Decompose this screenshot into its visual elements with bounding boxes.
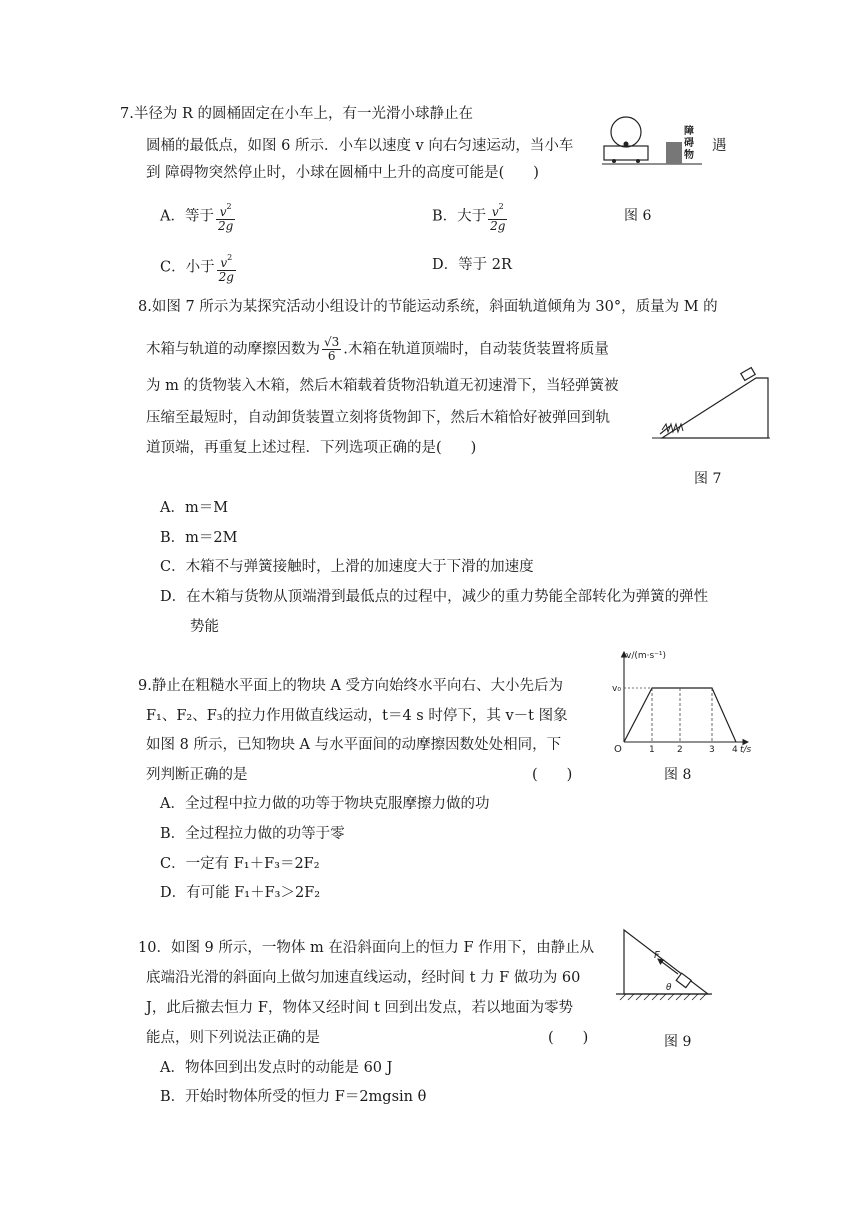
- y-axis-label: v/(m·s⁻¹): [626, 651, 667, 661]
- obstacle-label-3: 物: [684, 150, 694, 161]
- frac-num: v: [491, 205, 499, 219]
- frac-exp: 2: [498, 202, 504, 211]
- frac-den: 2g: [218, 270, 234, 284]
- wooden-box: [741, 368, 755, 381]
- q9-option-b: B．全过程拉力做的功等于零: [160, 826, 345, 842]
- x-tick-3: 3: [709, 745, 715, 755]
- frac-den: 6: [327, 349, 336, 363]
- obstacle-label-2: 碍: [684, 138, 694, 149]
- q10-option-a: A．物体回到出发点时的动能是 60 J: [160, 1060, 393, 1076]
- frac-exp: 2: [226, 202, 232, 211]
- q9-option-d: D．有可能 F₁＋F₃＞2F₂: [160, 885, 321, 901]
- figure-6-diagram: [602, 112, 712, 172]
- x-axis-label: t/s: [740, 745, 752, 755]
- q7-option-c: [160, 251, 238, 284]
- q8-friction-fraction: [322, 336, 341, 363]
- q7-line1: 7.半径为 R 的圆桶固定在小车上，有一光滑小球静止在: [120, 106, 473, 122]
- q9-option-c: C．一定有 F₁＋F₃＝2F₂: [160, 856, 320, 872]
- force-arrow: [658, 959, 678, 974]
- q7-option-a-fraction: [216, 200, 235, 233]
- q8-option-d-line1: D．在木箱与货物从顶端滑到最低点的过程中，减少的重力势能全部转化为弹簧的弹性: [160, 589, 709, 605]
- figure-6-caption: 图 6: [624, 208, 652, 224]
- q7-line2-tail: 遇: [712, 138, 727, 154]
- q9-line3: 如图 8 所示，已知物块 A 与水平面间的动摩擦因数处处相同，下: [146, 737, 562, 753]
- force-label: F: [654, 950, 660, 961]
- figure-8-caption: 图 8: [664, 767, 692, 783]
- figure-7-diagram: [652, 364, 772, 444]
- incline: [662, 378, 768, 438]
- q10-line1: 10．如图 9 所示，一物体 m 在沿斜面向上的恒力 F 作用下，由静止从: [138, 940, 595, 956]
- frac-num: v: [220, 256, 228, 270]
- q8-option-d-line2: 势能: [190, 619, 219, 635]
- figure-9-caption: 图 9: [664, 1034, 692, 1050]
- obstacle-label-1: 障: [684, 126, 694, 137]
- q7-option-a: [160, 200, 237, 233]
- q10-option-b: B．开始时物体所受的恒力 F＝2mgsin θ: [160, 1089, 427, 1105]
- frac-num: √3: [324, 335, 340, 349]
- q7-line3: 到 障碍物突然停止时，小球在圆桶中上升的高度可能是( ): [146, 165, 539, 181]
- q10-line4: 能点，则下列说法正确的是: [146, 1030, 320, 1046]
- q8-option-b: B．m＝2M: [160, 530, 238, 546]
- q8-line5: 道顶端，再重复上述过程．下列选项正确的是( ): [146, 440, 477, 456]
- ground-hatch: [620, 994, 706, 1000]
- cart-wheel-right: [636, 159, 640, 163]
- q10-line2: 底端沿光滑的斜面向上做匀加速直线运动，经时间 t 力 F 做功为 60: [146, 970, 581, 986]
- q7-option-d: D．等于 2R: [432, 257, 512, 273]
- figure-8-vt-graph: [612, 646, 762, 758]
- q9-line4: 列判断正确的是: [146, 767, 248, 783]
- q7-option-b-fraction: [488, 200, 507, 233]
- q8-line2-post: .木箱在轨道顶端时，自动装货装置将质量: [343, 341, 609, 358]
- q7-option-b: [432, 200, 509, 233]
- q8-line4: 压缩至最短时，自动卸货装置立刻将货物卸下，然后木箱恰好被弹回到轨: [146, 410, 610, 426]
- q8-option-a: A．m＝M: [160, 500, 229, 516]
- q8-line2-pre: 木箱与轨道的动摩擦因数为: [146, 341, 320, 358]
- figure-7-caption: 图 7: [694, 471, 722, 487]
- frac-num: v: [219, 205, 227, 219]
- q10-line3: J，此后撤去恒力 F，物体又经时间 t 回到出发点，若以地面为零势: [146, 1000, 574, 1016]
- cart-body: [604, 146, 648, 160]
- q7-line2: 圆桶的最低点，如图 6 所示．小车以速度 v 向右匀速运动，当小车: [146, 138, 574, 154]
- block: [676, 973, 691, 987]
- x-tick-1: 1: [649, 745, 655, 755]
- origin-label: O: [614, 744, 622, 755]
- q8-option-c: C．木箱不与弹簧接触时，上滑的加速度大于下滑的加速度: [160, 559, 534, 575]
- q7-option-a-prefix: A．等于: [160, 208, 214, 225]
- q8-line2: [146, 336, 609, 363]
- frac-den: 2g: [490, 219, 506, 233]
- q7-option-b-prefix: B．大于: [432, 208, 487, 225]
- q7-option-c-prefix: C．小于: [160, 259, 215, 276]
- frac-den: 2g: [217, 219, 234, 233]
- q9-option-a: A．全过程中拉力做的功等于物块克服摩擦力做的功: [160, 796, 490, 812]
- spring: [662, 424, 683, 432]
- q7-option-c-fraction: [217, 251, 236, 284]
- angle-label: θ: [666, 983, 672, 993]
- q9-line2: F₁、F₂、F₃的拉力作用做直线运动，t＝4 s 时停下，其 v－t 图象: [146, 708, 568, 724]
- x-tick-2: 2: [677, 745, 683, 755]
- q9-line4-paren: ( ): [532, 767, 573, 783]
- q9-line1: 9.静止在粗糙水平面上的物块 A 受方向始终水平向右、大小先后为: [138, 678, 564, 694]
- q8-line3: 为 m 的货物装入木箱，然后木箱载着货物沿轨道无初速滑下，当轻弹簧被: [146, 378, 619, 394]
- v0-label: v₀: [612, 684, 621, 694]
- obstacle-block: [666, 142, 682, 164]
- cart-wheel-left: [612, 159, 616, 163]
- q10-line4-paren: ( ): [548, 1030, 589, 1046]
- figure-9-diagram: [616, 924, 716, 1004]
- q8-line1: 8.如图 7 所示为某探究活动小组设计的节能运动系统，斜面轨道倾角为 30°，质量为 M 的: [138, 299, 718, 315]
- x-tick-4: 4: [732, 745, 738, 755]
- frac-exp: 2: [227, 253, 233, 262]
